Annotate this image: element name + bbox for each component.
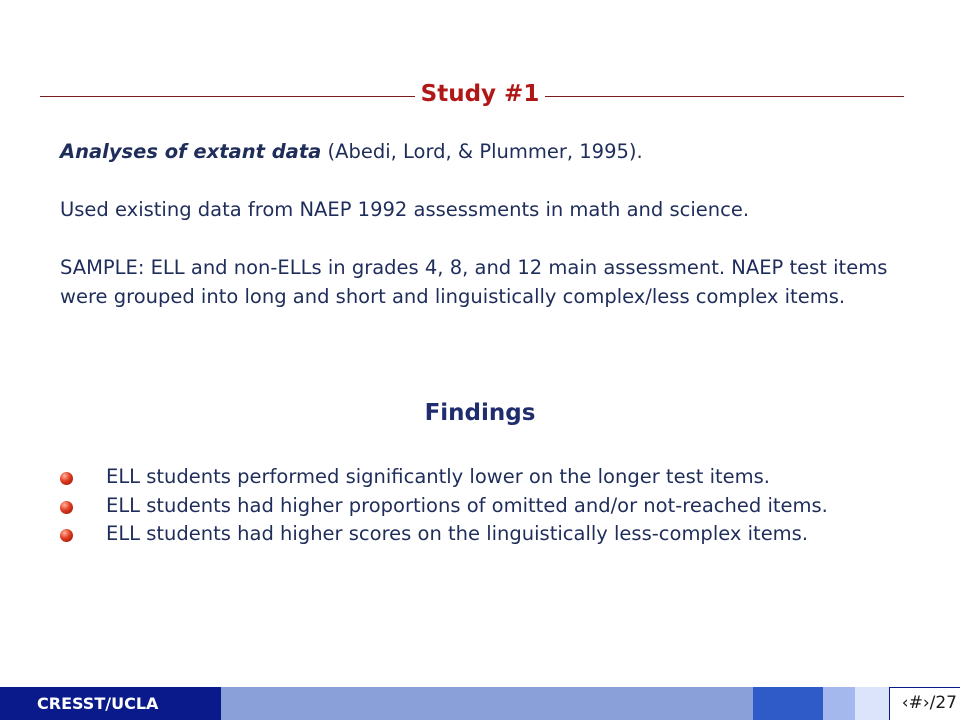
footer-bar — [0, 687, 960, 720]
data-source-paragraph: Used existing data from NAEP 1992 assessments in math and science. — [60, 198, 750, 221]
finding-text: ELL students had higher proportions of omitted and/or not-reached items. — [106, 493, 828, 517]
finding-text: ELL students performed significantly lower on the longer test items. — [106, 465, 770, 488]
citation-reference: (Abedi, Lord, & Plummer, 1995). — [321, 140, 643, 163]
findings-heading: Findings — [424, 400, 536, 426]
sample-paragraph: SAMPLE: ELL and non-ELLs in grades 4, 8, and 12 main assessment. NAEP test items were grouped into long and short and linguistically complex/less complex items. — [60, 256, 888, 308]
footer-color-band — [855, 687, 889, 720]
slide-page-number — [889, 687, 960, 720]
finding-item — [60, 492, 910, 521]
finding-text: ELL students had higher scores on the linguistically less-complex items. — [106, 522, 809, 545]
footer-organization-label: CRESST/UCLA — [33, 687, 221, 720]
page-number-placeholder: ‹#› — [901, 693, 930, 713]
footer-color-band — [823, 687, 855, 720]
red-sphere-bullet-icon — [60, 529, 73, 542]
findings-list — [60, 463, 910, 549]
finding-item — [60, 463, 910, 492]
footer-color-band — [221, 687, 753, 720]
red-sphere-bullet-icon — [60, 472, 73, 485]
footer-color-band — [753, 687, 823, 720]
footer-left-block — [0, 687, 33, 720]
citation-emphasis: Analyses of extant data — [60, 140, 322, 163]
citation-paragraph — [60, 137, 920, 166]
finding-item — [60, 520, 910, 549]
slide-title: Study #1 — [0, 78, 960, 110]
page-total: /27 — [929, 693, 957, 713]
red-sphere-bullet-icon — [60, 501, 73, 514]
intro-section — [60, 137, 920, 340]
